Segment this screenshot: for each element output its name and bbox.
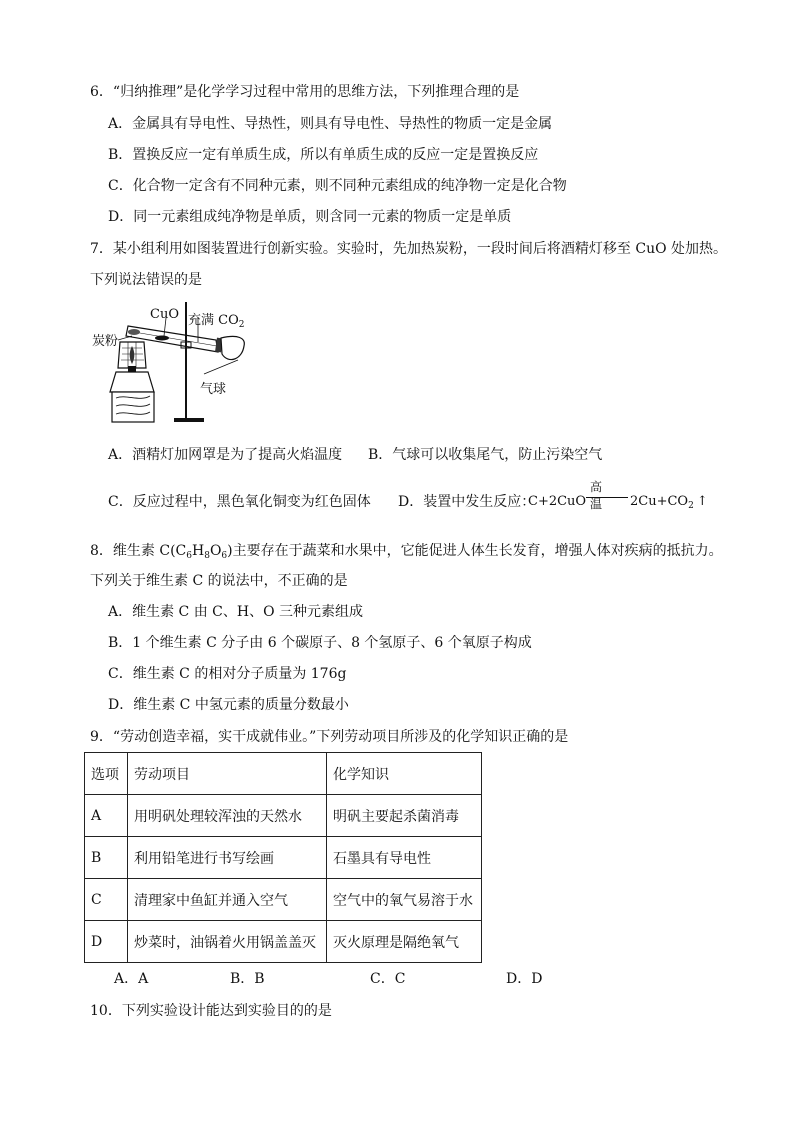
equation-left: C+2CuO bbox=[528, 494, 587, 509]
table-row bbox=[85, 795, 482, 837]
table-header-cell: 化学知识 bbox=[327, 753, 482, 795]
q6-stem: 6．“归纳推理”是化学学习过程中常用的思维方法，下列推理合理的是 bbox=[90, 84, 520, 100]
table-cell: 空气中的氧气易溶于水 bbox=[327, 879, 482, 921]
label-cuo: CuO bbox=[150, 307, 179, 322]
table-cell: 炒菜时，油锅着火用锅盖盖灭 bbox=[128, 921, 327, 963]
q9-stem: 9．“劳动创造幸福，实干成就伟业。”下列劳动项目所涉及的化学知识正确的是 bbox=[90, 729, 569, 745]
table-cell: 利用铅笔进行书写绘画 bbox=[128, 837, 327, 879]
q7-stem-line2: 下列说法错误的是 bbox=[90, 272, 202, 288]
q6-option-a: A．金属具有导电性、导热性，则具有导电性、导热性的物质一定是金属 bbox=[108, 116, 553, 132]
table-cell: 灭火原理是隔绝氧气 bbox=[327, 921, 482, 963]
q6-option-d: D．同一元素组成纯净物是单质，则含同一元素的物质一定是单质 bbox=[108, 209, 512, 225]
table-cell: B bbox=[85, 837, 128, 879]
table-cell: C bbox=[85, 879, 128, 921]
q8-stem-line2: 下列关于维生素 C 的说法中，不正确的是 bbox=[90, 573, 348, 589]
table-cell: 石墨具有导电性 bbox=[327, 837, 482, 879]
label-carbon: 炭粉 bbox=[92, 334, 119, 349]
q9-answer-b: B．B bbox=[230, 971, 265, 987]
q8-option-d: D．维生素 C 中氢元素的质量分数最小 bbox=[108, 697, 349, 713]
equation-right: $2Cu+CO_2$ ↑ bbox=[630, 494, 708, 511]
q8-option-c: C．维生素 C 的相对分子质量为 176g bbox=[108, 666, 347, 682]
table-cell: D bbox=[85, 921, 128, 963]
table-header-cell: 劳动项目 bbox=[128, 753, 327, 795]
q8-option-a: A．维生素 C 由 C、H、O 三种元素组成 bbox=[108, 604, 364, 620]
table-row bbox=[85, 921, 482, 963]
label-balloon: 气球 bbox=[200, 382, 227, 397]
table-row bbox=[85, 837, 482, 879]
q9-table bbox=[84, 752, 482, 963]
q8-stem-line1: 8．维生素 $C(C_6H_8O_6)$主要存在于蔬菜和水果中，它能促进人体生长发育，增强人体对疾病的抵抗力。 bbox=[90, 543, 723, 561]
table-cell: 清理家中鱼缸并通入空气 bbox=[128, 879, 327, 921]
table-cell: A bbox=[85, 795, 128, 837]
q9-answer-a: A．A bbox=[114, 971, 149, 987]
table-header-row bbox=[85, 753, 482, 795]
q9-answer-d: D．D bbox=[506, 971, 543, 987]
q8-option-b: B．1 个维生素 C 分子由 6 个碳原子、8 个氢原子、6 个氧原子构成 bbox=[108, 635, 532, 651]
q10-stem: 10．下列实验设计能达到实验目的的是 bbox=[90, 1003, 332, 1019]
label-co2: 充满 $CO_2$ bbox=[188, 313, 245, 330]
table-cell: 明矾主要起杀菌消毒 bbox=[327, 795, 482, 837]
q7-option-b: B．气球可以收集尾气，防止污染空气 bbox=[368, 447, 603, 463]
q6-option-b: B．置换反应一定有单质生成，所以有单质生成的反应一定是置换反应 bbox=[108, 147, 539, 163]
q6-option-c: C．化合物一定含有不同种元素，则不同种元素组成的纯净物一定是化合物 bbox=[108, 178, 567, 194]
equation-condition: 高温 bbox=[590, 480, 603, 511]
table-row bbox=[85, 879, 482, 921]
q9-answer-c: C．C bbox=[370, 971, 406, 987]
table-header-cell: 选项 bbox=[85, 753, 128, 795]
q7-option-a: A．酒精灯加网罩是为了提高火焰温度 bbox=[108, 447, 343, 463]
q7-option-c: C．反应过程中，黑色氧化铜变为红色固体 bbox=[108, 494, 371, 510]
table-cell: 用明矾处理较浑浊的天然水 bbox=[128, 795, 327, 837]
apparatus-figure bbox=[88, 298, 258, 434]
q7-option-d: D．装置中发生反应： bbox=[398, 494, 536, 510]
q7-stem-line1: 7．某小组利用如图装置进行创新实验。实验时，先加热炭粉，一段时间后将酒精灯移至 CuO 处加热。 bbox=[90, 241, 728, 257]
equation-bar bbox=[586, 497, 628, 498]
